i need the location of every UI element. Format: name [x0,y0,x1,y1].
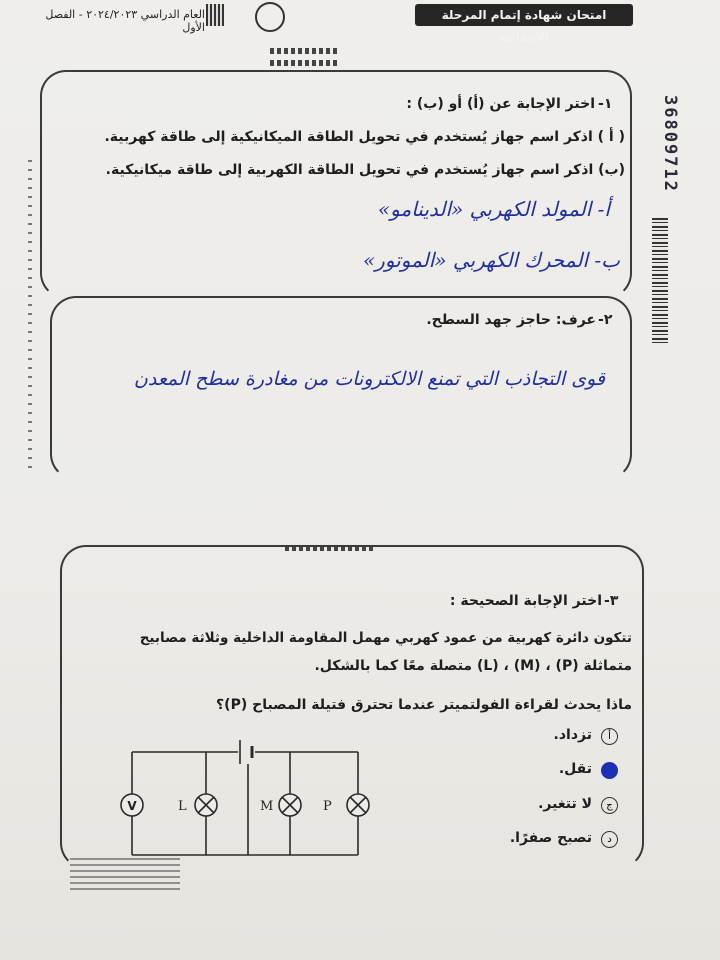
ministry-logo [255,2,285,32]
q1-answer-b: ب- المحرك الكهربي «الموتور» [362,248,620,272]
option-b-radio-selected[interactable] [601,762,618,779]
lamp-l [178,794,217,816]
qr-code [206,4,224,26]
option-b-label: تقل. [558,761,592,777]
lamp-m [260,794,301,816]
q1-part-b: (ب) اذكر اسم جهاز يُستخدم في تحويل الطاقة الكهربية إلى طاقة ميكانيكية. [105,162,625,178]
q1-prompt: اختر الإجابة عن (أ) أو (ب) : [406,96,595,112]
lamp-p [323,794,369,816]
q3-line-1: تتكون دائرة كهربية من عمود كهربي مهمل المقاومة الداخلية وثلاثة مصابيح [139,630,632,646]
q2-number: -٢ [598,312,613,328]
q2-answer: قوى التجاذب التي تمنع الالكترونات من مغادرة سطح المعدن [133,368,605,390]
voltmeter-label: V [127,799,137,813]
option-a-label: تزداد. [553,727,592,743]
q3-prompt: اختر الإجابة الصحيحة : [449,593,602,609]
q1-answer-a: أ- المولد الكهربي «الدينامو» [377,197,610,221]
serial-number: 36809712 [660,95,680,193]
exam-header-title: امتحان شهادة إتمام المرحلة الابتدائية [415,4,633,26]
q3-line-2: متماثلة (P) ، (M) ، (L) متصلة معًا كما بالشكل. [314,658,632,674]
header-divider [270,60,340,66]
exam-year: العام الدراسي ٢٠٢٤/٢٠٢٣ - الفصل الأول [45,8,205,34]
q1-number: -١ [598,96,613,112]
page-footer-marks [70,858,180,894]
q3-question: ماذا يحدث لقراءة الفولتميتر عندما تحترق فتيلة المصباح (P)؟ [216,697,632,713]
q1-part-a: ( أ ) اذكر اسم جهاز يُستخدم في تحويل الطاقة الميكانيكية إلى طاقة كهربية. [104,129,625,145]
option-c-radio[interactable]: ج [601,797,618,814]
barcode [652,218,668,343]
q2-prompt: عرف: حاجز جهد السطح. [426,312,596,328]
option-d-radio[interactable]: د [601,831,618,848]
circuit-diagram [110,730,380,860]
q3-number: -٣ [604,593,619,609]
option-b[interactable] [460,760,620,780]
voltmeter [121,794,143,816]
lamp-l-label: L [178,799,187,814]
option-d-label: تصبح صفرًا. [509,830,592,846]
option-c-label: لا تتغير. [538,796,592,812]
margin-dots [28,160,32,470]
option-d[interactable] [460,829,620,849]
lamp-p-label: P [323,799,332,814]
lamp-m-label: M [260,799,274,814]
option-a[interactable] [460,726,620,746]
header-divider [270,48,340,54]
option-c[interactable] [460,795,620,815]
option-a-radio[interactable]: أ [601,728,618,745]
